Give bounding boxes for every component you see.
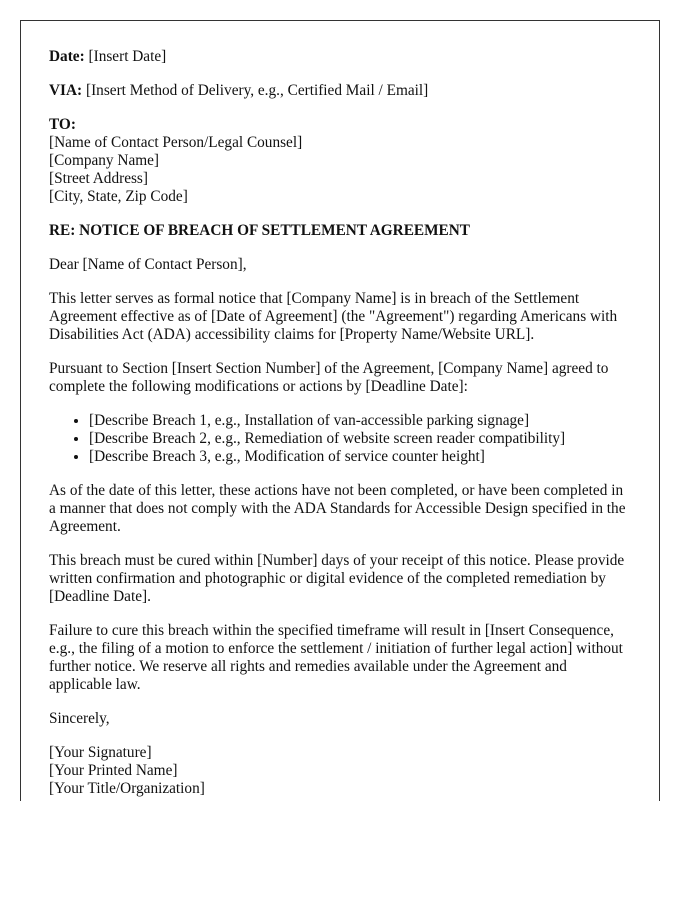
recipient-street: [Street Address] <box>49 170 148 187</box>
via-value: [Insert Method of Delivery, e.g., Certified Mail / Email] <box>85 82 429 99</box>
breach-item: • [Describe Breach 3, e.g., Modification of service counter height] <box>89 448 631 466</box>
valediction: Sincerely, <box>49 710 110 727</box>
via-label: VIA: <box>49 82 83 99</box>
date-value: [Insert Date] <box>88 48 167 65</box>
subject-line: RE: NOTICE OF BREACH OF SETTLEMENT AGREEMENT <box>49 222 471 239</box>
recipient-block <box>49 116 631 206</box>
signature-block <box>49 744 631 798</box>
recipient-city-state-zip: [City, State, Zip Code] <box>49 188 188 205</box>
breach-item: • [Describe Breach 1, e.g., Installation of van-accessible parking signage] <box>89 412 631 430</box>
printed-name-line: [Your Printed Name] <box>49 762 178 779</box>
letter-page <box>20 20 660 801</box>
to-label: TO: <box>49 116 76 133</box>
breach-list <box>49 412 631 466</box>
consequence-paragraph: Failure to cure this breach within the specified timeframe will result in [Insert Consequence, e.g., the filing of a motion to enforce the settlement / initiation of further legal action] without further notice. We reserve all rights and remedies available under the Agreement and applicable law. <box>49 622 623 693</box>
via-line <box>49 82 631 100</box>
recipient-company: [Company Name] <box>49 152 160 169</box>
status-paragraph: As of the date of this letter, these actions have not been completed, or have been completed in a manner that does not comply with the ADA Standards for Accessible Design specified in the Agreement. <box>49 482 626 535</box>
recipient-name: [Name of Contact Person/Legal Counsel] <box>49 134 303 151</box>
intro-paragraph: This letter serves as formal notice that [Company Name] is in breach of the Settlement Agreement effective as of [Date of Agreement] (the "Agreement") regarding Americans with Disabilities Act (ADA) accessibility claims for [Property Name/Website URL]. <box>49 290 618 343</box>
date-line <box>49 48 631 66</box>
breach-item: • [Describe Breach 2, e.g., Remediation of website screen reader compatibility] <box>89 430 631 448</box>
pursuant-paragraph: Pursuant to Section [Insert Section Number] of the Agreement, [Company Name] agreed to complete the following modifications or actions by [Deadline Date]: <box>49 360 609 395</box>
salutation: Dear [Name of Contact Person], <box>49 256 247 273</box>
date-label: Date: <box>49 48 85 65</box>
title-organization-line: [Your Title/Organization] <box>49 780 205 797</box>
signature-line: [Your Signature] <box>49 744 152 761</box>
cure-paragraph: This breach must be cured within [Number] days of your receipt of this notice. Please provide written confirmation and photographic or digital evidence of the completed remediation by [Deadline Date]. <box>49 552 625 605</box>
